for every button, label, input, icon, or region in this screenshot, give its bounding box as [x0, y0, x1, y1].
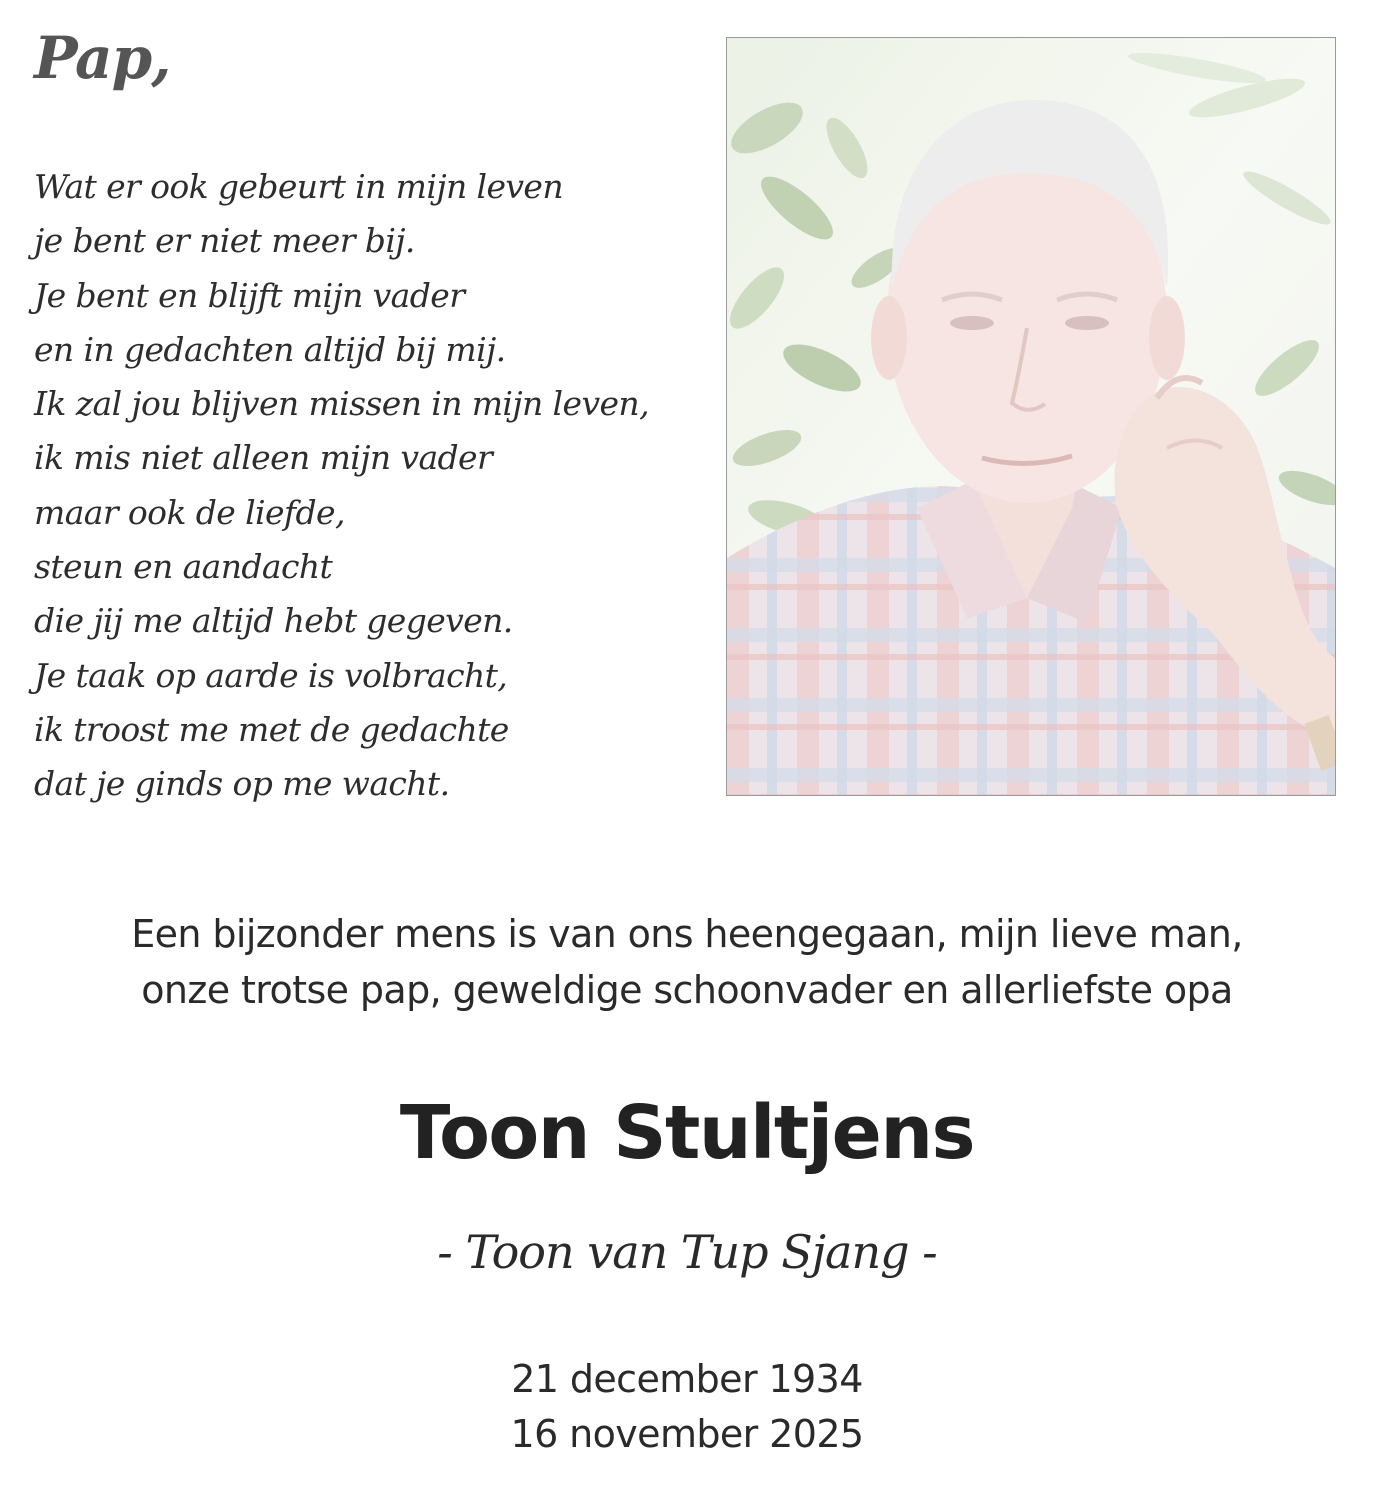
intro-line: onze trotse pap, geweldige schoonvader en allerliefste opa: [141, 968, 1233, 1012]
salutation: Pap,: [34, 24, 171, 92]
announcement-intro: [0, 906, 1374, 1018]
poem: [34, 160, 649, 812]
poem-line: Wat er ook gebeurt in mijn leven: [34, 167, 564, 206]
poem-line: maar ook de liefde,: [34, 492, 345, 532]
poem-line: steun en aandacht: [34, 547, 333, 587]
deceased-name: Toon Stultjens: [399, 1090, 975, 1176]
birth-date: 21 december 1934: [511, 1357, 863, 1401]
intro-line: Een bijzonder mens is van ons heengegaan, mijn lieve man,: [131, 912, 1243, 956]
nickname: - Toon van Tup Sjang -: [437, 1225, 937, 1279]
poem-line: die jij me altijd hebt gegeven.: [34, 601, 513, 641]
death-date: 16 november 2025: [510, 1412, 864, 1456]
poem-line: en in gedachten altijd bij mij.: [34, 329, 506, 369]
portrait-photo: [726, 37, 1336, 796]
poem-line: dat je ginds op me wacht.: [34, 764, 450, 804]
poem-line: Ik zal jou blijven missen in mijn leven,: [34, 384, 649, 424]
poem-line: ik mis niet alleen mijn vader: [34, 438, 493, 478]
poem-line: ik troost me met de gedachte: [34, 709, 509, 749]
poem-line: je bent er niet meer bij.: [34, 221, 415, 261]
life-dates: [0, 1352, 1374, 1462]
poem-line: Je taak op aarde is volbracht,: [34, 655, 508, 695]
poem-line: Je bent en blijft mijn vader: [34, 275, 465, 315]
portrait-illustration: [727, 38, 1335, 795]
